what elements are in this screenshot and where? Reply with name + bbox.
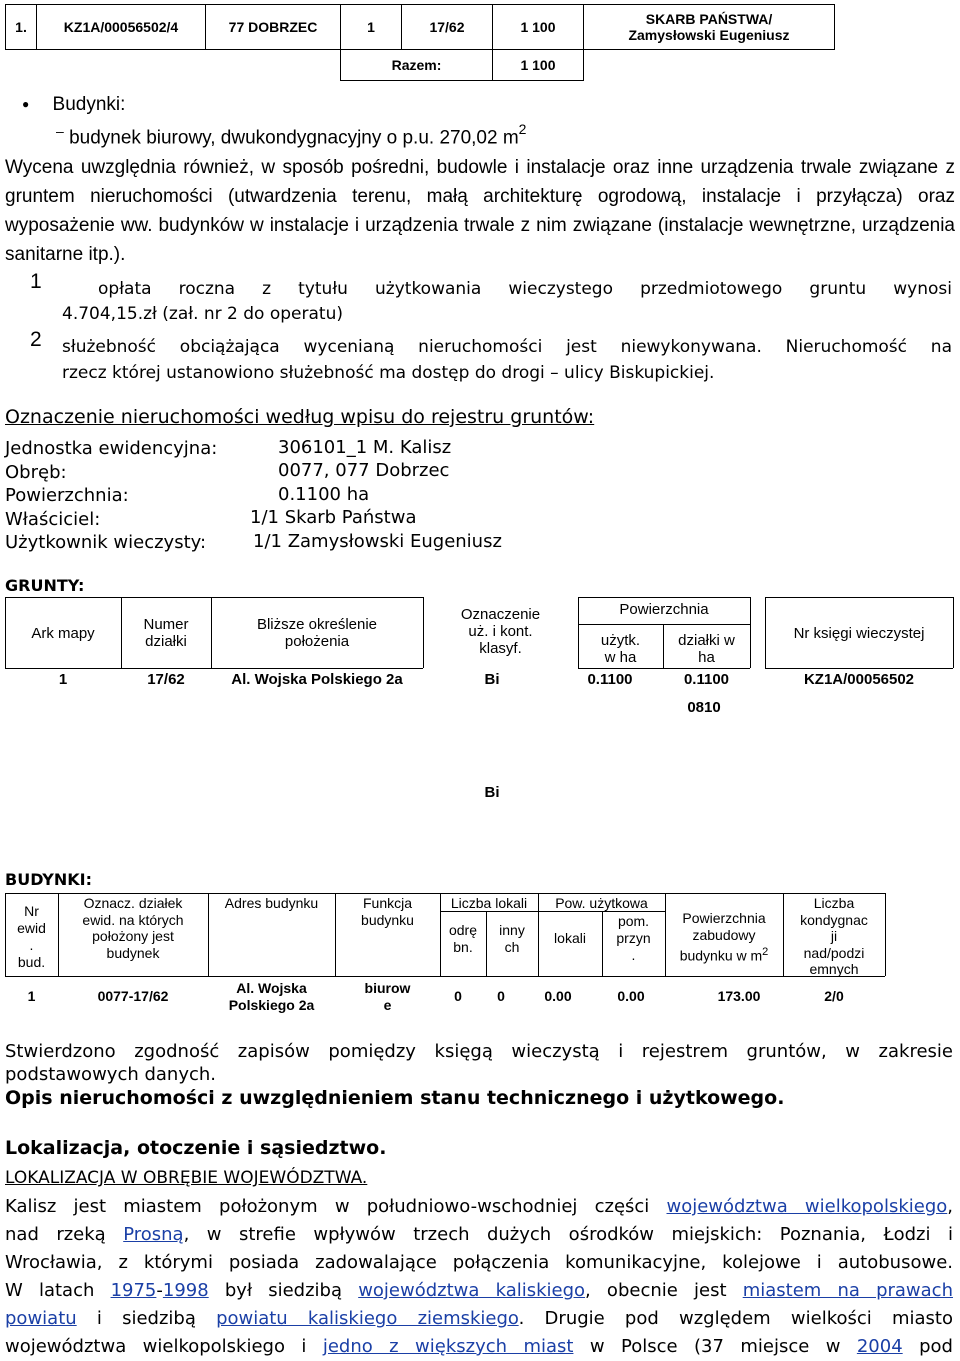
footnote-1-line1: opłata roczna z tytułu użytkowania wieczystego przedmiotowego gruntu wynosi xyxy=(98,279,952,299)
building-item-text: budynek biurowy, dwukondygnacyjny o p.u. 270,02 m xyxy=(69,127,519,149)
grunty-row-kw: KZ1A/00056502 xyxy=(803,671,915,688)
dzialka-cell: 17/62 xyxy=(402,5,493,50)
grunty-extra-2: Bi xyxy=(484,784,500,801)
owner-line2: Zamysłowski Eugeniusz xyxy=(628,27,790,43)
detail-label-powierzchnia: Powierzchnia: xyxy=(5,485,129,506)
budynki-row-odreb: 0 xyxy=(454,988,462,1004)
dash-icon: – xyxy=(56,123,64,140)
link-powiat-kaliski[interactable]: powiatu kaliskiego ziemskiego xyxy=(216,1308,519,1329)
budynki-header-zabudowa: Powierzchnia zabudowy budynku w $m^2$ xyxy=(679,910,769,964)
detail-label-obreb: Obręb: xyxy=(5,461,67,483)
grunty-header-numer-2: działki xyxy=(145,633,187,650)
footnote-1-line2: 4.704,15.zł (zał. nr 2 do operatu) xyxy=(62,304,343,324)
budynki-row-funkcja: biurow e xyxy=(364,980,411,1013)
budynki-heading: BUDYNKI: xyxy=(5,870,93,889)
budynki-header-lokali: lokali xyxy=(554,930,586,946)
detail-value-obreb: 0077, 077 Dobrzec xyxy=(278,460,450,481)
grunty-heading: GRUNTY: xyxy=(5,576,85,595)
detail-value-wlasciciel: 1/1 Skarb Państwa xyxy=(250,507,417,528)
grunty-header-powierzchnia: Powierzchnia xyxy=(619,601,709,618)
link-wojewodztwo-kaliskie[interactable]: województwa kaliskiego xyxy=(358,1280,586,1301)
link-jedno-z-wiekszych-miast[interactable]: jedno z większych miast xyxy=(322,1336,574,1357)
grunty-header-ark: Ark mapy xyxy=(31,625,95,642)
detail-label-uzytkownik: Użytkownik wieczysty: xyxy=(5,532,207,553)
detail-value-uzytkownik: 1/1 Zamysłowski Eugeniusz xyxy=(253,531,502,552)
oznaczenie-heading: Oznaczenie nieruchomości według wpisu do rejestru gruntów: xyxy=(5,406,595,428)
grunty-header-ozn-3: klasyf. xyxy=(479,640,522,657)
budynki-row-zab: 173.00 xyxy=(717,988,761,1004)
budynki-header-funkcja: Funkcja budynku xyxy=(361,895,414,928)
budynki-row-kond: 2/0 xyxy=(824,988,844,1004)
stwierdzono-line1: Stwierdzono zgodność zapisów pomiędzy księgą wieczystą i rejestrem gruntów, w zakresie xyxy=(5,1041,953,1062)
link-1998[interactable]: 1998 xyxy=(162,1280,209,1301)
budynki-header-inny: inny ch xyxy=(499,922,525,955)
grunty-header-dzialki-2: ha xyxy=(698,649,715,666)
kalisz-line4: W latach 1975-1998 był siedzibą województwa kaliskiego, obecnie jest miastem na prawach xyxy=(5,1280,953,1301)
detail-label-wlasciciel: Właściciel: xyxy=(5,508,101,530)
link-wojewodztwo-wielkopolskie[interactable]: województwa wielkopolskiego xyxy=(666,1196,948,1217)
grunty-header-blizsze-2: położenia xyxy=(284,633,350,650)
arkusz-cell: 1 xyxy=(341,5,402,50)
razem-value: 1 100 xyxy=(493,50,584,81)
budynki-row-nr: 1 xyxy=(27,988,36,1004)
kalisz-line5: powiatu i siedzibą powiatu kaliskiego ziemskiego. Drugie pod względem wielkości miasto xyxy=(5,1308,953,1329)
grunty-header-dzialki-1: działki w xyxy=(678,632,735,649)
budynki-header-pom: pom. przyn . xyxy=(616,913,651,963)
grunty-row-numer: 17/62 xyxy=(147,671,185,688)
building-item-sup: 2 xyxy=(518,121,527,137)
pow-cell: 1 100 xyxy=(493,5,584,50)
link-miasto-na-prawach[interactable]: miastem na prawach xyxy=(742,1280,953,1301)
link-2004[interactable]: 2004 xyxy=(856,1336,903,1357)
link-powiatu[interactable]: powiatu xyxy=(5,1308,77,1329)
budynki-header-pow-uz: Pow. użytkowa xyxy=(555,895,648,911)
lokalizacja-subheading: LOKALIZACJA W OBRĘBIE WOJEWÓDZTWA. xyxy=(5,1168,368,1188)
lp-cell: 1. xyxy=(6,5,37,50)
grunty-extra-1: 0810 xyxy=(687,699,721,716)
grunty-header-uzytk-1: użytk. xyxy=(600,632,641,649)
detail-value-powierzchnia: 0.1100 ha xyxy=(278,484,370,505)
budynki-header-liczba: Liczba lokali xyxy=(450,895,528,911)
budynki-row-adres: Al. Wojska Polskiego 2a xyxy=(228,980,315,1013)
kw-cell: KZ1A/00056502/4 xyxy=(37,5,206,50)
kalisz-line3: Wrocławia, z którymi posiada zadowalające połączenia komunikacyjne, kolejowe i autobusowe. xyxy=(5,1252,953,1273)
budynki-header-nr: Nr ewid . bud. xyxy=(17,903,46,970)
lokalizacja-heading: Lokalizacja, otoczenie i sąsiedztwo. xyxy=(5,1137,387,1159)
footnote-1-number: 1 xyxy=(30,270,42,293)
budynki-row-lokali: 0.00 xyxy=(544,988,572,1004)
bullet-icon: ● xyxy=(22,97,30,111)
budynki-header-oznacz: Oznacz. działek ewid. na których położony jest budynek xyxy=(82,895,184,961)
grunty-header-ozn-2: uż. i kont. xyxy=(468,623,533,640)
budynki-header-odreb: odrę bn. xyxy=(448,922,478,955)
footnote-2-line2: rzecz której ustanowiono służebność ma dostęp do drogi – ulicy Biskupickiej. xyxy=(62,363,715,383)
buildings-label: Budynki: xyxy=(52,94,126,115)
grunty-row-ark: 1 xyxy=(58,671,68,688)
kalisz-line2: nad rzeką Prosną, w strefie wpływów trzech dużych ośrodków miejskich: Poznania, Łodzi i xyxy=(5,1224,953,1245)
footnote-2-number: 2 xyxy=(30,328,42,351)
link-1975[interactable]: 1975 xyxy=(110,1280,157,1301)
grunty-header-blizsze-1: Bliższe określenie xyxy=(256,616,378,633)
link-prosna[interactable]: Prosną xyxy=(123,1224,184,1245)
opis-heading: Opis nieruchomości z uwzględnieniem stanu technicznego i użytkowego. xyxy=(5,1087,785,1109)
budynki-header-adres: Adres budynku xyxy=(224,895,319,911)
kalisz-line1: Kalisz jest miastem położonym w południowo-wschodniej części województwa wielkopolskiego, xyxy=(5,1196,953,1217)
razem-label: Razem: xyxy=(341,50,493,81)
wycena-paragraph: Wycena uwzględnia również, w sposób pośredni, budowle i instalacje oraz inne urządzenia trwale związane z gruntem nieruchomości (utwardzenia terenu, małą architekturę ogrodową, instalacje i przyłącza) oraz wyposażenie ww. budynków w instalacje i urządzenia trwale z nim związane (instalacje wewnętrzne, urządzenia sanitarne itp.). xyxy=(5,157,955,265)
grunty-header-kw: Nr księgi wieczystej xyxy=(793,625,925,642)
stwierdzono-line2: podstawowych danych. xyxy=(5,1064,217,1085)
grunty-row-ozn: Bi xyxy=(484,671,500,688)
budynki-row-pom: 0.00 xyxy=(617,988,645,1004)
detail-value-jednostka: 306101_1 M. Kalisz xyxy=(278,437,452,458)
detail-label-jednostka: Jednostka ewidencyjna: xyxy=(5,438,218,459)
budynki-header-kondygnacje: Liczba kondygnac ji nad/podzi emnych xyxy=(800,895,868,977)
grunty-row-dzialki: 0.1100 xyxy=(683,671,730,688)
obreb-cell: 77 DOBRZEC xyxy=(206,5,341,50)
grunty-header-ozn-1: Oznaczenie xyxy=(460,606,541,623)
grunty-header-numer-1: Numer xyxy=(143,616,189,633)
grunty-header-uzytk-2: w ha xyxy=(604,649,637,666)
budynki-row-inny: 0 xyxy=(497,988,505,1004)
grunty-row-uzytk: 0.1100 xyxy=(587,671,633,688)
grunty-row-adres: Al. Wojska Polskiego 2a xyxy=(231,671,403,688)
footnote-2-line1: służebność obciążająca wycenianą nieruchomości jest niewykonywana. Nieruchomość na xyxy=(62,337,952,357)
owner-line1: SKARB PAŃSTWA/ xyxy=(645,11,773,27)
kalisz-line6: województwa wielkopolskiego i jedno z większych miast w Polsce (37 miejsce w 2004 pod xyxy=(5,1336,953,1357)
budynki-row-dzialki: 0077-17/62 xyxy=(97,988,169,1004)
